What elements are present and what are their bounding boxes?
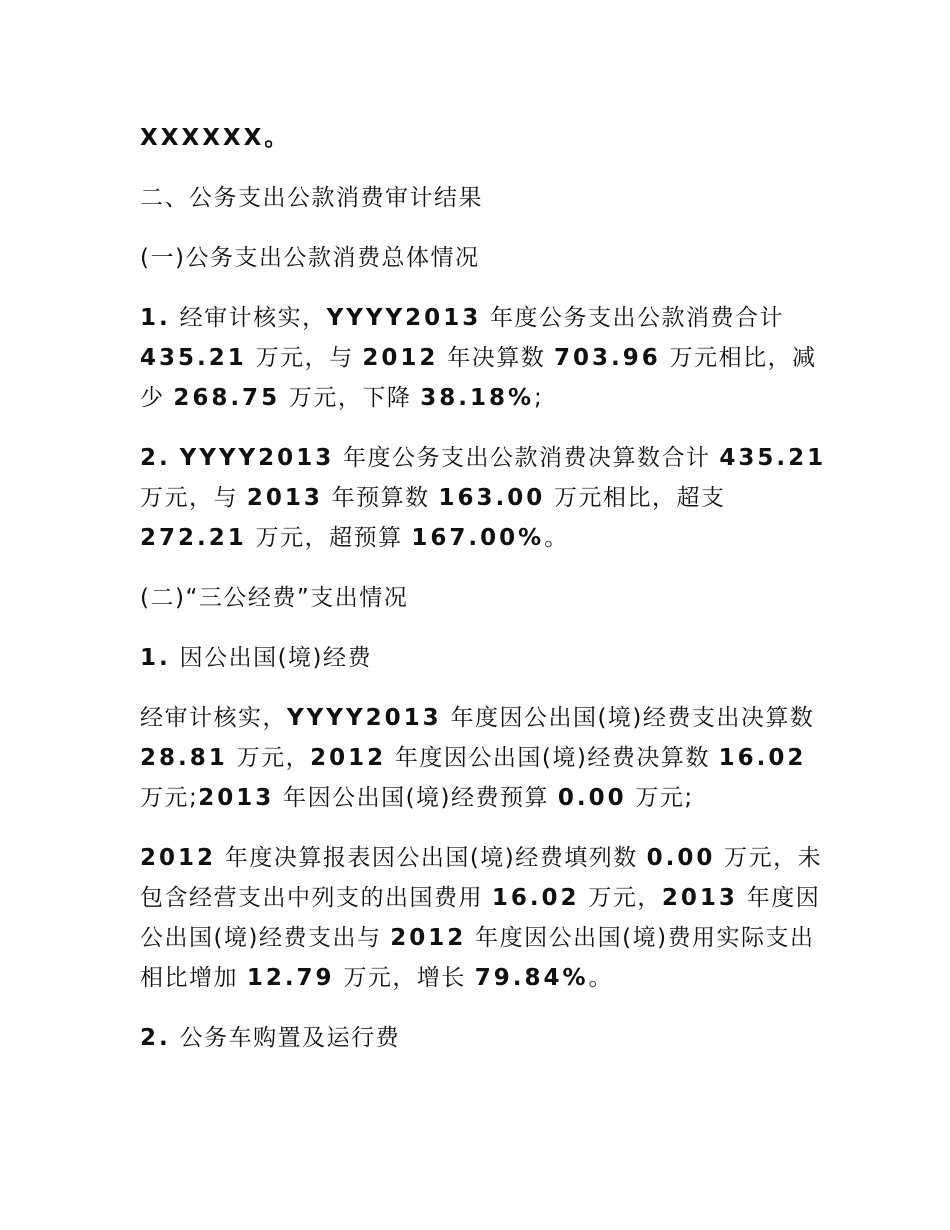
value: 703.96 <box>554 345 661 371</box>
value: YYYY2013 <box>179 445 335 471</box>
value: 272.21 <box>140 525 247 551</box>
paragraph-overall-2 <box>140 438 830 558</box>
text-segment: 年度因公出国(境)费用实际支出相比增加 <box>140 925 815 991</box>
value: 2013 <box>198 785 275 811</box>
document-body <box>140 118 830 1058</box>
item-number: 2. <box>140 445 171 471</box>
item-heading-text: 因公出国(境)经费 <box>179 645 373 671</box>
text-segment: 年度决算报表因公出国(境)经费填列数 <box>224 845 638 871</box>
subsection-heading-overall: (一)公务支出公款消费总体情况 <box>140 245 480 271</box>
value: 2012 <box>362 345 439 371</box>
paragraph-overseas-travel-2 <box>140 838 830 998</box>
text-segment: 万元，与 <box>140 485 238 511</box>
value: 79.84% <box>474 965 589 991</box>
text-segment: 经审计核实， <box>140 705 287 731</box>
text-segment: 万元; <box>140 785 199 811</box>
item-heading-overseas-travel <box>140 638 830 678</box>
text-segment: 万元，增长 <box>343 965 466 991</box>
placeholder-text: XXXXXX。 <box>140 125 291 151</box>
value: 2013 <box>661 885 738 911</box>
value: YYYY2013 <box>326 305 482 331</box>
text-segment: 万元; <box>635 785 694 811</box>
value: 28.81 <box>140 745 228 771</box>
value: 435.21 <box>140 345 247 371</box>
text-segment: 年度因公出国(境)经费支出与 <box>140 885 821 951</box>
section-heading-audit-results: 二、公务支出公款消费审计结果 <box>140 185 483 211</box>
value: 2012 <box>310 745 387 771</box>
item-heading-vehicle-expenses <box>140 1018 830 1058</box>
value: YYYY2013 <box>287 705 442 731</box>
text-segment: 万元相比，减少 <box>140 345 817 411</box>
value: 2013 <box>246 485 323 511</box>
text-segment: 万元，未包含经营支出中列支的出国费用 <box>140 845 823 911</box>
value: 268.75 <box>173 385 281 411</box>
value: 16.02 <box>718 745 807 771</box>
value: 435.21 <box>719 445 827 471</box>
subsection-heading-three-public-expenses: (二)“三公经费”支出情况 <box>140 585 409 611</box>
value: 2012 <box>140 845 217 871</box>
text-segment: 。 <box>588 965 613 991</box>
text-segment: ; <box>534 385 544 411</box>
text-segment: 年度公务支出公款消费合计 <box>490 305 785 331</box>
text-segment: 万元相比，超支 <box>554 485 726 511</box>
paragraph-overall-1 <box>140 298 830 418</box>
value: 0.00 <box>557 785 627 811</box>
item-number: 2. <box>140 1025 171 1051</box>
paragraph-intro <box>140 118 830 158</box>
value: 0.00 <box>646 845 716 871</box>
text-segment: 年预算数 <box>331 485 430 511</box>
value: 163.00 <box>438 485 546 511</box>
text-segment: 万元， <box>588 885 662 911</box>
value: 167.00% <box>411 525 545 551</box>
paragraph-overseas-travel-1 <box>140 698 830 818</box>
item-number: 1. <box>140 305 171 331</box>
value: 38.18% <box>420 385 534 411</box>
value: 2012 <box>390 925 467 951</box>
item-heading-text: 公务车购置及运行费 <box>179 1025 401 1051</box>
text-segment: 年度因公出国(境)经费支出决算数 <box>450 705 815 731</box>
text-segment: 万元， <box>236 745 311 771</box>
text-segment: 。 <box>544 525 569 551</box>
text-segment: 万元，下降 <box>288 385 412 411</box>
text-segment: 万元，超预算 <box>255 525 403 551</box>
item-number: 1. <box>140 645 171 671</box>
text-segment: 经审计核实， <box>179 305 327 331</box>
value: 12.79 <box>246 965 335 991</box>
text-segment: 年决算数 <box>447 345 546 371</box>
text-segment: 年因公出国(境)经费预算 <box>283 785 550 811</box>
text-segment: 年度公务支出公款消费决算数合计 <box>343 445 711 471</box>
value: 16.02 <box>491 885 580 911</box>
text-segment: 年度因公出国(境)经费决算数 <box>394 745 710 771</box>
text-segment: 万元，与 <box>255 345 354 371</box>
